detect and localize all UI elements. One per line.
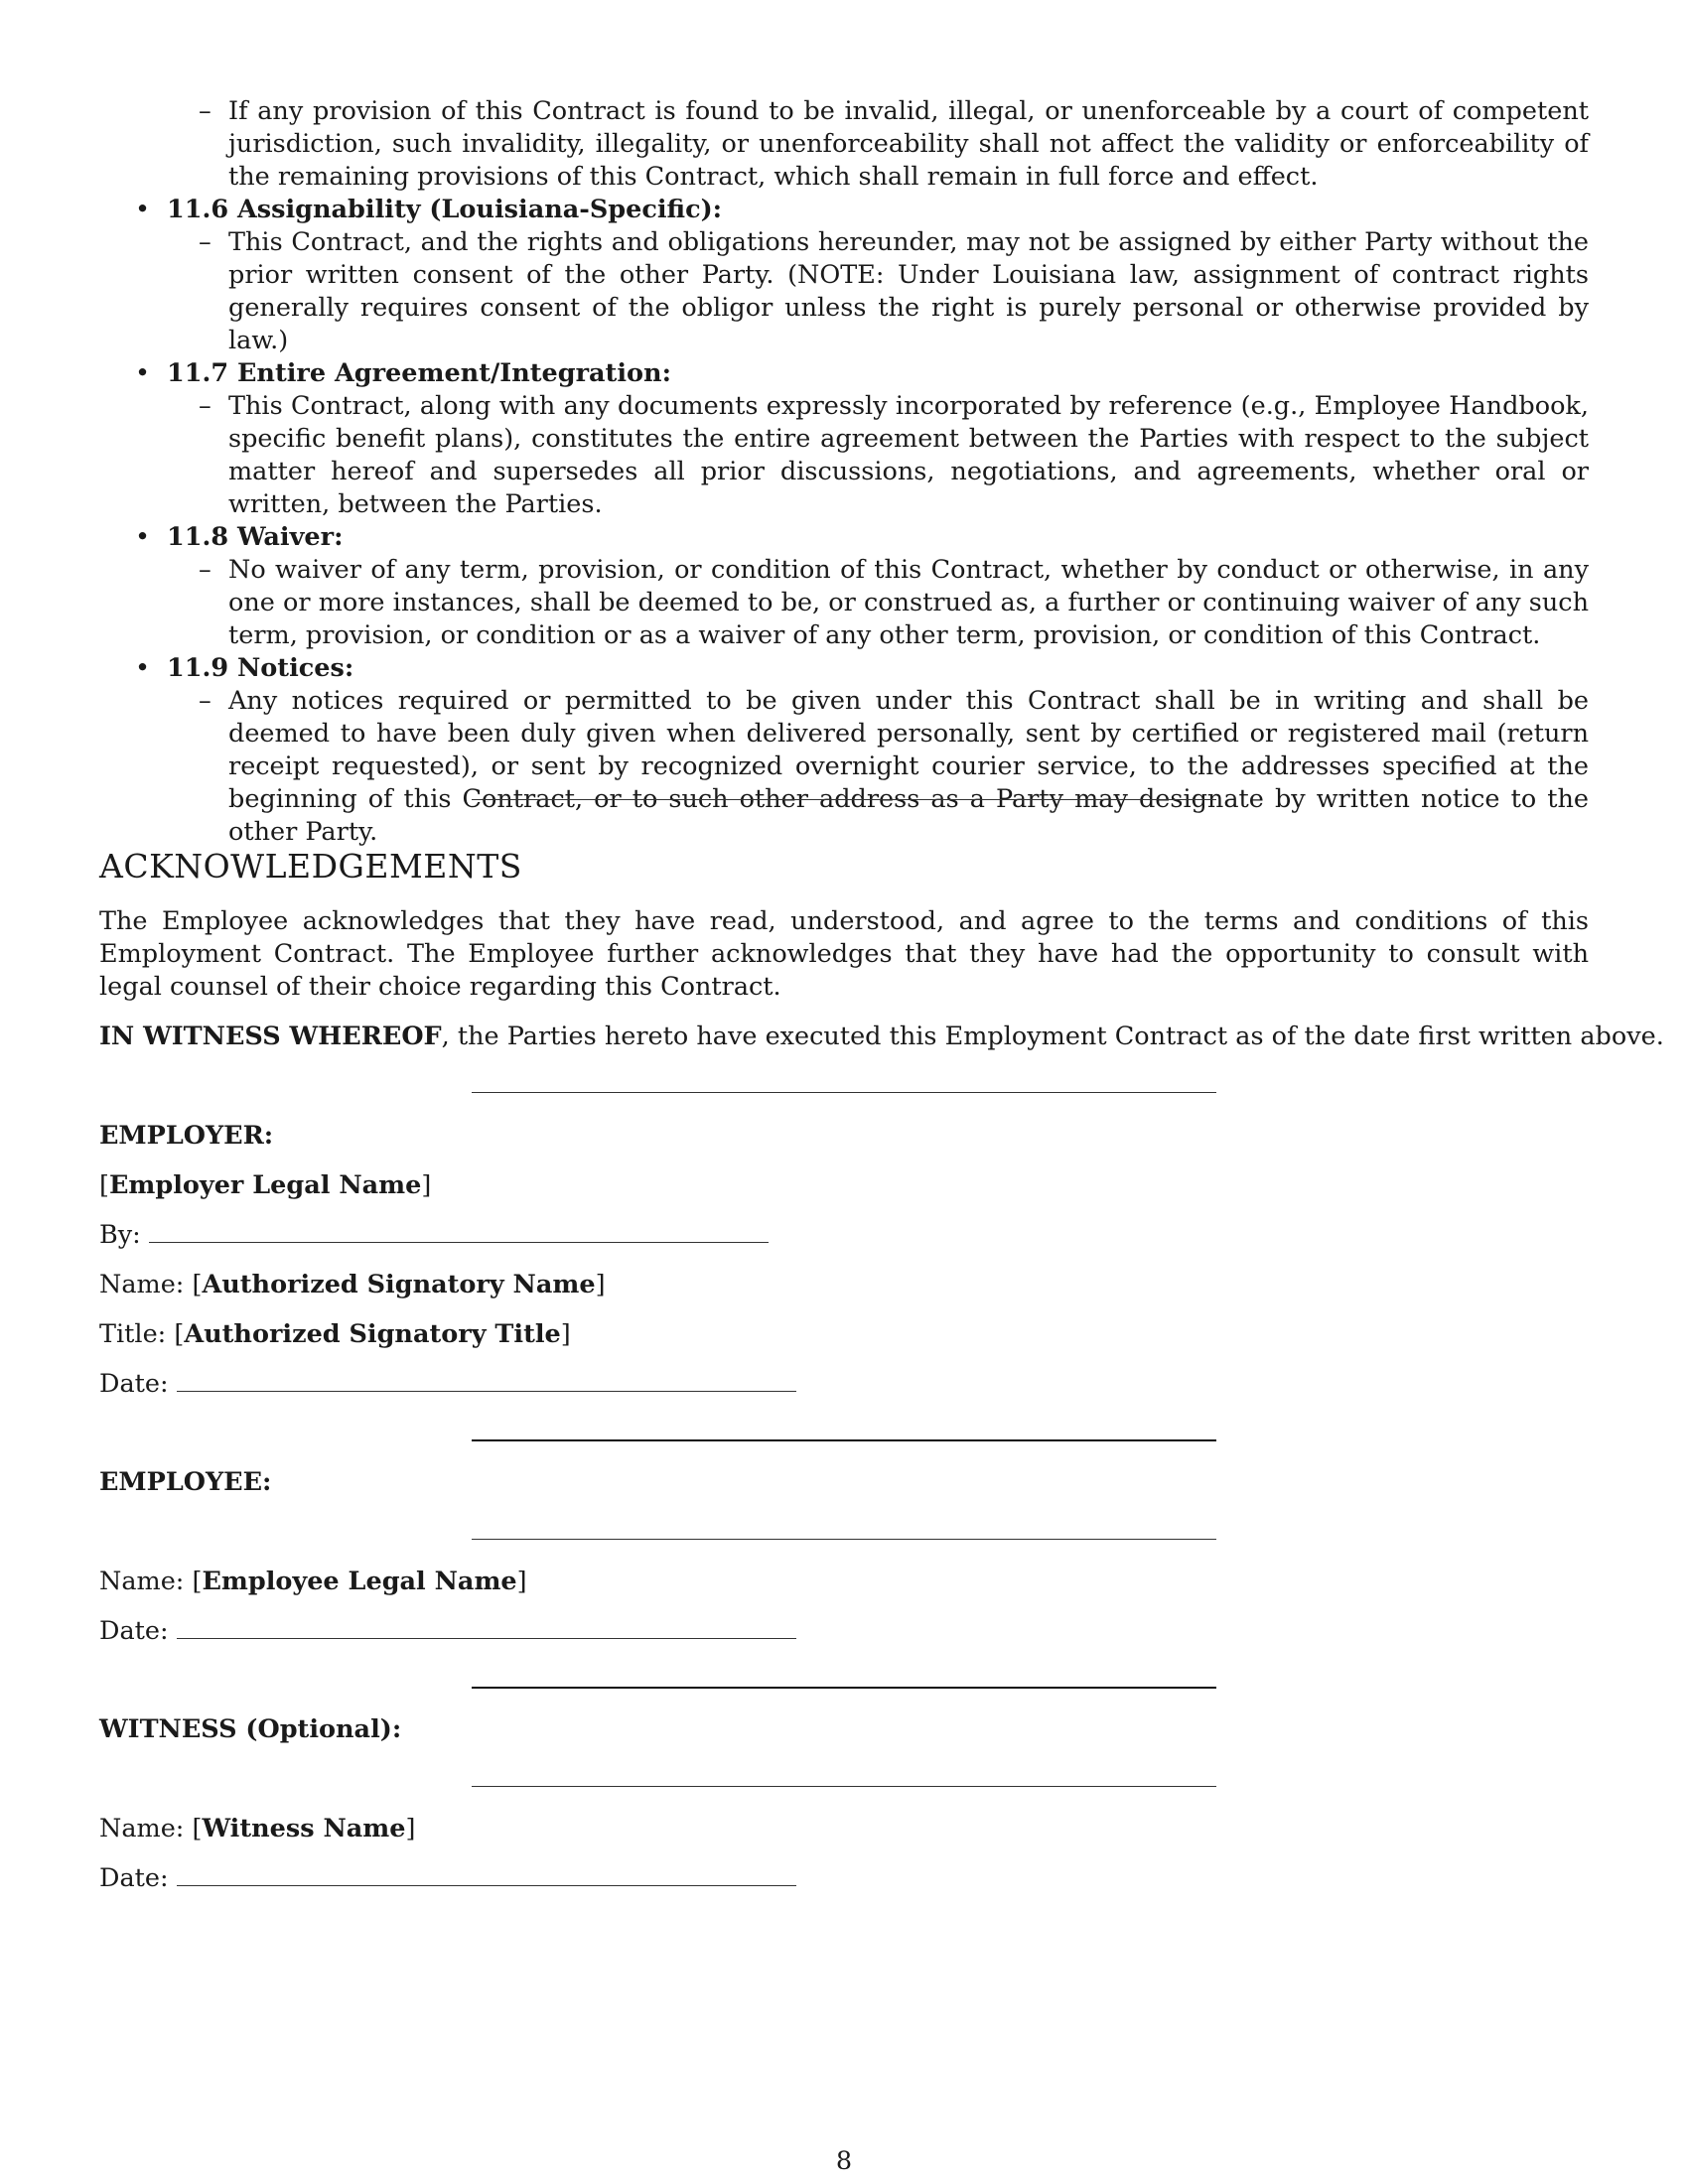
acknowledgements-heading: ACKNOWLEDGEMENTS bbox=[99, 847, 522, 886]
employer-legal-name: [Employer Legal Name] bbox=[99, 1170, 432, 1200]
clause-11-8-text: – No waiver of any term, provision, or condition of this Contract, whether by conduct or otherwise, in any one or more instances, shall be deemed to be, or construed as, a further or continuing waiver of any such term, provision, or condition or as a waiver of any other term, provision, or condition of this Contract. bbox=[99, 554, 1589, 652]
clause-11-8-title: • 11.8 Waiver: bbox=[99, 521, 1589, 554]
witness-heading: WITNESS (Optional): bbox=[99, 1714, 402, 1744]
employer-date-field[interactable] bbox=[177, 1369, 796, 1392]
witness-name-value: Witness Name bbox=[202, 1814, 406, 1843]
signatory-title-value: Authorized Signatory Title bbox=[184, 1319, 561, 1349]
clause-11-9-text: – Any notices required or permitted to be given under this Contract shall be in writing and shall be deemed to have been duly given when delivered personally, sent by certified or registered mail (return receipt requested), or sent by recognized overnight courier service, to the addresses specified at the beginning of this Contract, or to such other address as a Party may designate by written notice to the other Party. bbox=[99, 685, 1589, 849]
name-label: Name: bbox=[99, 1270, 185, 1299]
section-divider bbox=[472, 1539, 1216, 1540]
employee-legal-name-value: Employee Legal Name bbox=[202, 1567, 517, 1596]
witness-date-field[interactable] bbox=[177, 1863, 796, 1886]
clause-11-6-text: – This Contract, and the rights and obligations hereunder, may not be assigned by either Party without the prior written consent of the other Party. (NOTE: Under Louisiana law, assignment of contract rights generally requires consent of the obligor unless the right is purely personal or otherwise provided by law.) bbox=[99, 226, 1589, 357]
witness-whereof-lead: IN WITNESS WHEREOF bbox=[99, 1022, 442, 1051]
acknowledgement-paragraph: The Employee acknowledges that they have read, understood, and agree to the terms and conditions of this Employment Contract. The Employee further acknowledges that they have had the opportunity to consult with legal counsel of their choice regarding this Contract. bbox=[99, 906, 1589, 1002]
date-label: Date: bbox=[99, 1369, 169, 1399]
page-number: 8 bbox=[835, 2146, 853, 2176]
employee-name: Name: [Employee Legal Name] bbox=[99, 1567, 527, 1596]
date-label: Date: bbox=[99, 1863, 169, 1893]
employee-heading: EMPLOYEE: bbox=[99, 1467, 272, 1497]
clause-11-7-text: – This Contract, along with any documents expressly incorporated by reference (e.g., Employee Handbook, specific benefit plans), constitutes the entire agreement between the Parties with respect to the subject matter hereof and supersedes all prior discussions, negotiations, and agreements, whether oral or written, between the Parties. bbox=[99, 390, 1589, 521]
witness-whereof-rest: , the Parties hereto have executed this Employment Contract as of the date first written above. bbox=[441, 1022, 1664, 1051]
title-label: Title: bbox=[99, 1319, 167, 1349]
clause-11-9-title: • 11.9 Notices: bbox=[99, 652, 1589, 685]
employer-legal-name-value: Employer Legal Name bbox=[108, 1170, 422, 1200]
section-divider bbox=[472, 1786, 1216, 1787]
signature-divider bbox=[472, 1687, 1216, 1689]
clause-11-5-text: – If any provision of this Contract is found to be invalid, illegal, or unenforceable by a court of competent jurisdiction, such invalidity, illegality, or unenforceability shall not affect the validity or enforceability of the remaining provisions of this Contract, which shall remain in full force and effect. bbox=[99, 95, 1589, 194]
employer-heading: EMPLOYER: bbox=[99, 1121, 274, 1151]
employer-by-line bbox=[99, 1219, 769, 1252]
date-label: Date: bbox=[99, 1616, 169, 1646]
employee-date-field[interactable] bbox=[177, 1616, 796, 1639]
section-divider bbox=[472, 1092, 1216, 1093]
employer-date-line bbox=[99, 1368, 796, 1401]
employer-signatory-title: Title: [Authorized Signatory Title] bbox=[99, 1319, 571, 1349]
clause-11-7-title: • 11.7 Entire Agreement/Integration: bbox=[99, 357, 1589, 390]
signatory-name-value: Authorized Signatory Name bbox=[202, 1270, 596, 1299]
clause-11-6-title: • 11.6 Assignability (Louisiana-Specific): bbox=[99, 194, 1589, 226]
name-label: Name: bbox=[99, 1567, 185, 1596]
employee-date-line bbox=[99, 1615, 796, 1648]
employer-signature-field[interactable] bbox=[149, 1220, 769, 1243]
by-label: By: bbox=[99, 1220, 141, 1250]
name-label: Name: bbox=[99, 1814, 185, 1843]
employer-signatory-name: Name: [Authorized Signatory Name] bbox=[99, 1270, 606, 1299]
contract-clauses bbox=[99, 95, 1589, 849]
witness-date-line bbox=[99, 1862, 796, 1895]
section-divider bbox=[472, 799, 1216, 800]
signature-divider bbox=[472, 1439, 1216, 1441]
witness-whereof-statement bbox=[99, 1021, 1664, 1053]
witness-name: Name: [Witness Name] bbox=[99, 1814, 416, 1843]
